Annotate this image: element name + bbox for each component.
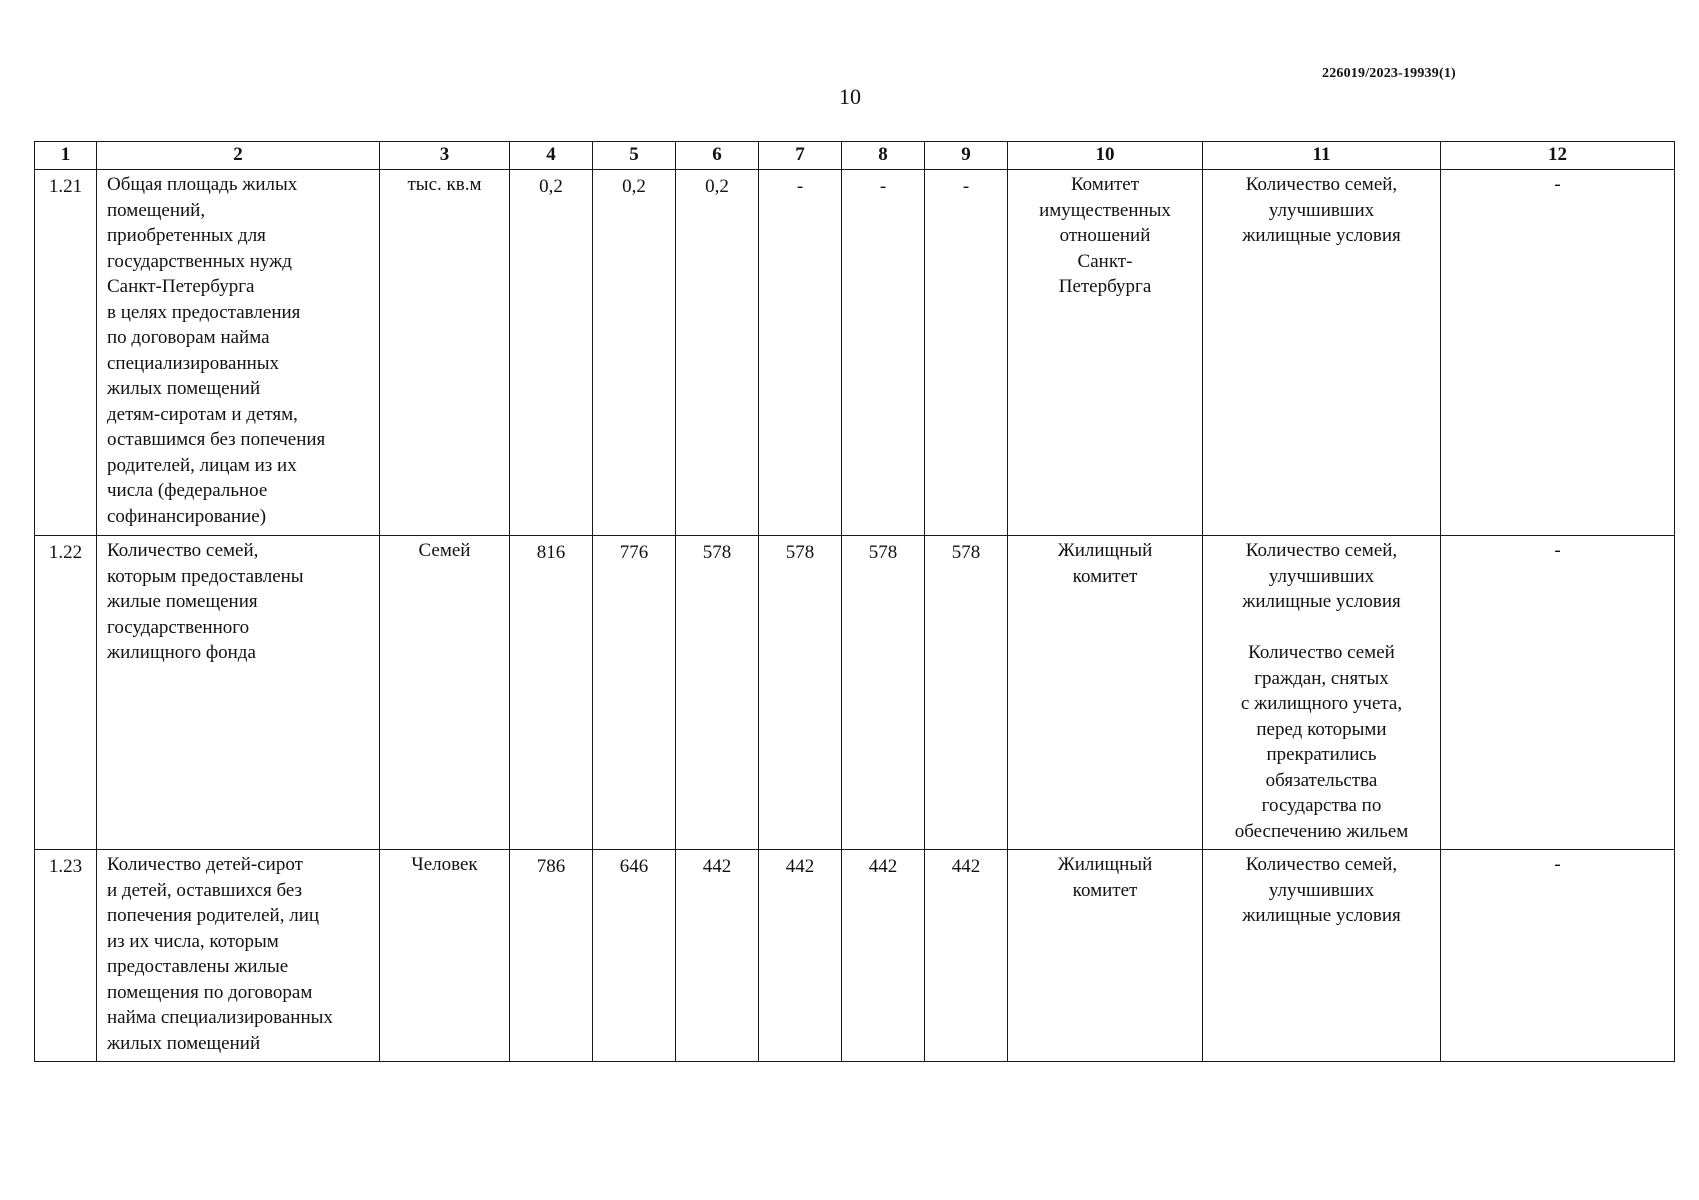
value-cell: 816: [510, 536, 593, 850]
column-12-cell: -: [1441, 850, 1675, 1062]
column-12-cell: -: [1441, 536, 1675, 850]
target-indicator-cell: Количество семей, улучшивших жилищные условия Количество семей граждан, снятых с жилищного учета, перед которыми прекратились обязательства государства по обеспечению жильем: [1203, 536, 1441, 850]
column-header: 4: [510, 142, 593, 170]
value-cell: 578: [759, 536, 842, 850]
row-code: 1.22: [35, 536, 97, 850]
row-code: 1.21: [35, 170, 97, 536]
column-header: 8: [842, 142, 925, 170]
value-cell: 0,2: [510, 170, 593, 536]
value-cell: 442: [925, 850, 1008, 1062]
column-12-cell: -: [1441, 170, 1675, 536]
value-cell: 578: [842, 536, 925, 850]
table-row: [35, 536, 1675, 850]
column-header: 5: [593, 142, 676, 170]
value-cell: 442: [676, 850, 759, 1062]
unit-cell: Человек: [380, 850, 510, 1062]
value-cell: -: [759, 170, 842, 536]
column-header: 10: [1008, 142, 1203, 170]
column-header: 12: [1441, 142, 1675, 170]
target-indicator-cell: Количество семей, улучшивших жилищные условия: [1203, 170, 1441, 536]
page-number: 10: [839, 84, 861, 109]
column-number-row: [35, 142, 1675, 170]
value-cell: -: [842, 170, 925, 536]
column-header: 11: [1203, 142, 1441, 170]
column-header: 2: [97, 142, 380, 170]
indicator-name: Общая площадь жилых помещений, приобретенных для государственных нужд Санкт-Петербурга в целях предоставления по договорам найма специализированных жилых помещений детям-сиротам и детям, оставшимся без попечения родителей, лицам из их числа (федеральное софинансирование): [97, 170, 380, 536]
indicator-name: Количество семей, которым предоставлены жилые помещения государственного жилищного фонда: [97, 536, 380, 850]
indicator-name: Количество детей-сирот и детей, оставшихся без попечения родителей, лиц из их числа, которым предоставлены жилые помещения по договорам найма специализированных жилых помещений: [97, 850, 380, 1062]
target-indicator-cell: Количество семей, улучшивших жилищные условия: [1203, 850, 1441, 1062]
document-id: 226019/2023-19939(1): [1322, 66, 1456, 81]
indicators-table: [34, 141, 1675, 1062]
responsible-cell: Жилищный комитет: [1008, 850, 1203, 1062]
unit-cell: Семей: [380, 536, 510, 850]
unit-cell: тыс. кв.м: [380, 170, 510, 536]
value-cell: 786: [510, 850, 593, 1062]
value-cell: 776: [593, 536, 676, 850]
column-header: 1: [35, 142, 97, 170]
value-cell: 0,2: [676, 170, 759, 536]
value-cell: 442: [759, 850, 842, 1062]
row-code: 1.23: [35, 850, 97, 1062]
column-header: 6: [676, 142, 759, 170]
value-cell: 0,2: [593, 170, 676, 536]
value-cell: 578: [676, 536, 759, 850]
column-header: 9: [925, 142, 1008, 170]
column-header: 7: [759, 142, 842, 170]
responsible-cell: Комитет имущественных отношений Санкт- Петербурга: [1008, 170, 1203, 536]
column-header: 3: [380, 142, 510, 170]
table-row: [35, 850, 1675, 1062]
value-cell: 442: [842, 850, 925, 1062]
table-row: [35, 170, 1675, 536]
value-cell: 646: [593, 850, 676, 1062]
value-cell: 578: [925, 536, 1008, 850]
value-cell: -: [925, 170, 1008, 536]
responsible-cell: Жилищный комитет: [1008, 536, 1203, 850]
